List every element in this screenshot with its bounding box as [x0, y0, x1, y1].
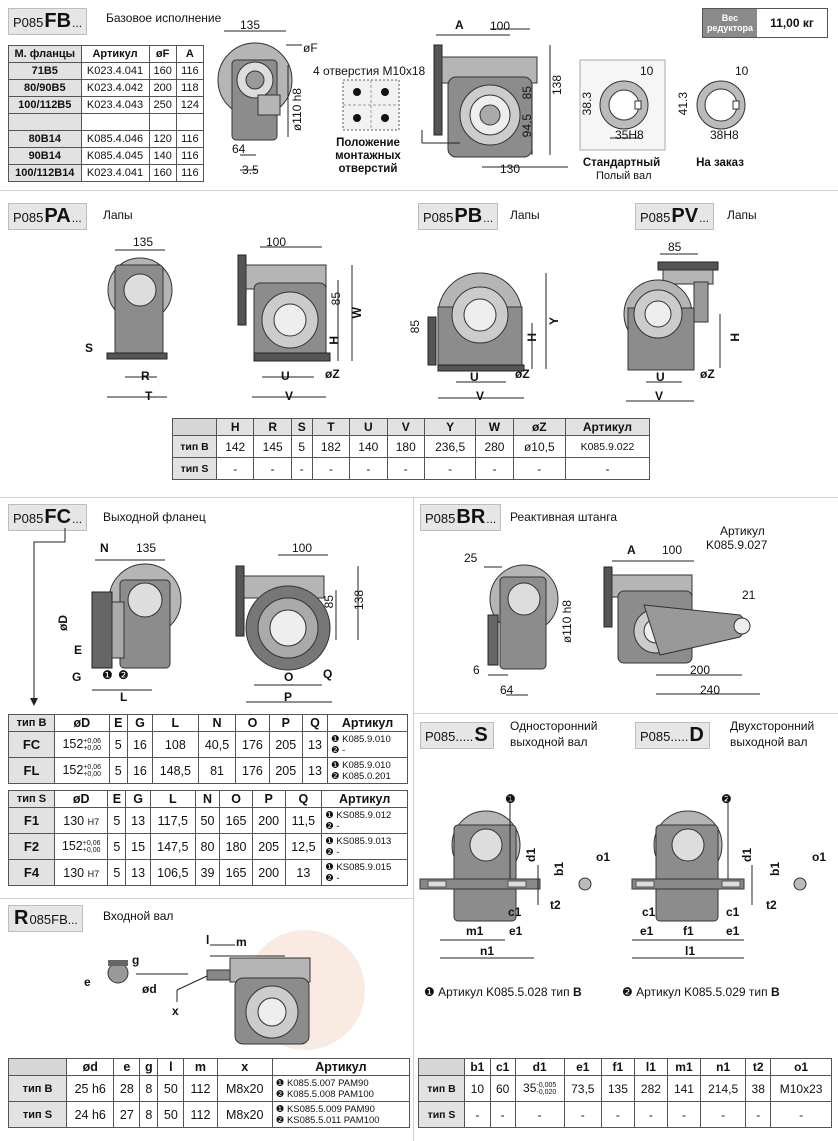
d-dim-o1: o1	[812, 850, 827, 864]
std-sublabel: Полый вал	[596, 170, 652, 182]
r-dim-l: l	[206, 933, 210, 947]
separator-2	[0, 497, 838, 498]
fb-dim-F: øF	[303, 41, 318, 55]
br-front-drawing	[600, 555, 770, 705]
pv-dim-U: U	[656, 370, 665, 384]
fc-dim-N: N	[100, 541, 109, 555]
s-dim-c1: c1	[508, 905, 522, 919]
fc-dim-85: 85	[322, 595, 336, 609]
fc-dim-135: 135	[136, 541, 157, 555]
br-dim-25: 25	[464, 551, 478, 565]
fc-table-s: тип S øD E G L N O P Q Артикул F1 130 H7 5 13 117,5 50 165 200 11,5 ❶ KS085.9.012 ❷ - F2 152+0,06 +0,00 5 15 147,5 80 180 205 12,5 ❶ KS085.9.013 ❷ - F4 130 H7 5 13 106,5 39 165 200 13 ❶ KS085.9.015 ❷ -	[8, 790, 408, 886]
br-side-drawing	[470, 555, 570, 705]
fc-dim-O: O	[284, 670, 294, 684]
fb-dim-35: 3.5	[242, 163, 259, 177]
pa-side-drawing	[85, 235, 215, 410]
d-dim-b1: b1	[768, 862, 782, 877]
fb-dim-A: A	[455, 18, 464, 32]
br-dim-240: 240	[700, 683, 721, 697]
fc-dim-D: øD	[56, 615, 70, 631]
separator-v1	[413, 497, 414, 713]
mount-label: Положение монтажных отверстий	[335, 137, 401, 175]
s-title: Односторонний выходной вал	[510, 719, 598, 749]
fb-code: P085 FB ...	[8, 8, 87, 35]
pb-dim-V: V	[476, 389, 485, 403]
fb-dim-85: 85	[520, 86, 534, 100]
mount-holes-drawing	[343, 80, 408, 135]
pa-code: P085 PA ...	[8, 203, 87, 230]
d-dim-l1: l1	[685, 944, 696, 958]
d-code: P085..... D	[635, 722, 710, 749]
d-dim-d1: d1	[740, 848, 754, 863]
pv-code: P085 PV ...	[635, 203, 714, 230]
flange-table: М. фланцы Артикул øF A 71B5 K023.4.041 160 116 80/90B5 K023.4.042 200 118 100/112B5 K023.4.043 250 124 80B14 K085.4.046 120 116 90B14 K085.4.045 140 116 100/112B14 K023.4.041 160 116	[8, 45, 204, 182]
fb-dim-135: 135	[240, 18, 261, 32]
fc-bullet-2: ❷	[118, 668, 129, 682]
pa-dim-R: R	[141, 369, 150, 383]
s-dim-m1: m1	[466, 924, 484, 938]
s-dim-b1: b1	[552, 862, 566, 877]
fc-dim-Q: Q	[323, 667, 333, 681]
fc-dim-P: P	[284, 690, 293, 704]
shaft-table: b1 c1 d1 e1 f1 l1 m1 n1 t2 o1 тип B 10 60 35-0,005 -0,020 73,5 135 282 141 214,5 38 M10x23 тип S - - - - - - - - - -	[418, 1058, 832, 1128]
pa-dim-Z: øZ	[325, 367, 340, 381]
br-art-label: Артикул	[720, 524, 765, 538]
fc-bullet-1: ❶	[102, 668, 113, 682]
pb-dim-Z: øZ	[515, 367, 530, 381]
feet-table: H R S T U V Y W øZ Артикул тип B 142 145 5 182 140 180 236,5 280 ø10,5 K085.9.022 тип S - - - - - - - - - -	[172, 418, 650, 480]
fb-dim-64: 64	[232, 142, 246, 156]
pv-title: Лапы	[727, 208, 757, 222]
pa-dim-H: H	[327, 336, 341, 345]
fb-dim-100: 100	[490, 19, 511, 33]
r-dim-m: m	[236, 935, 247, 949]
std-dim-383: 38.3	[580, 92, 594, 116]
br-title: Реактивная штанга	[510, 510, 617, 524]
s-code: P085..... S	[420, 722, 494, 749]
s-dim-d1: d1	[524, 848, 538, 863]
opt-label: На заказ	[696, 157, 744, 169]
pb-dim-85: 85	[408, 320, 422, 334]
fb-dim-138: 138	[550, 75, 564, 96]
r-table: ød e g l m x Артикул тип B 25 h6 28 8 50 112 M8x20 ❶ K085.5.007 PAM90 ❷ K085.5.008 PAM100 тип S 24 h6 27 8 50 112 M8x20 ❶ KS085.5.009 PAM90 ❷ KS085.5.011 PAM100	[8, 1058, 410, 1128]
pa-dim-V: V	[285, 389, 294, 403]
d-title: Двухсторонний выходной вал	[730, 719, 815, 749]
pb-drawing	[420, 265, 570, 410]
s-bullet: ❶	[505, 792, 516, 806]
pb-title: Лапы	[510, 208, 540, 222]
r-dim-e: e	[84, 975, 91, 989]
br-art-code: K085.9.027	[706, 538, 768, 552]
r-dim-d: ød	[142, 982, 157, 996]
std-dim-10: 10	[640, 64, 654, 78]
fb-title: Базовое исполнение	[106, 11, 222, 25]
d-dim-e1-left: e1	[640, 924, 654, 938]
s-shaft-drawing	[420, 795, 620, 965]
pb-dim-Y: Y	[547, 317, 561, 326]
fb-dim-110: ø110 h8	[290, 88, 304, 132]
pv-dim-Z: øZ	[700, 367, 715, 381]
pv-dim-V: V	[655, 389, 664, 403]
separator-1	[0, 190, 838, 191]
fc-table-b: тип B øD E G L N O P Q Артикул FC 152+0,06 +0,00 5 16 108 40,5 176 205 13 ❶ K085.9.010 ❷ - FL 152+0,06 +0,00 5 16 148,5 81 176 205 13 ❶ K085.9.010 ❷ K085.0.201	[8, 714, 408, 784]
opt-dim-413: 41.3	[676, 92, 690, 116]
fc-dim-E: E	[74, 643, 83, 657]
r-dim-x: x	[172, 1004, 179, 1018]
fc-code: P085 FC ...	[8, 504, 87, 531]
br-dim-110: ø110 h8	[560, 600, 574, 644]
separator-3	[413, 713, 838, 714]
fc-dim-138: 138	[352, 590, 366, 611]
fc-front-drawing	[228, 550, 388, 710]
fb-dim-945: 94.5	[520, 114, 534, 138]
pb-dim-H: H	[525, 333, 539, 342]
pv-dim-85: 85	[668, 240, 682, 254]
pa-dim-W: W	[350, 307, 364, 319]
br-code: P085 BR ...	[420, 504, 501, 531]
s-dim-e1: e1	[509, 924, 523, 938]
br-dim-21: 21	[742, 588, 756, 602]
br-dim-64: 64	[500, 683, 514, 697]
pa-dim-85: 85	[329, 292, 343, 306]
s-dim-t2: t2	[550, 898, 561, 912]
br-dim-100: 100	[662, 543, 683, 557]
pa-front-drawing	[232, 235, 382, 410]
d-dim-f1: f1	[683, 924, 694, 938]
r-code: R 085FB ...	[8, 905, 83, 932]
d-bullet: ❷	[721, 792, 732, 806]
r-title: Входной вал	[103, 909, 174, 923]
r-gearbox-drawing	[175, 940, 405, 1055]
holes-label: 4 отверстия M10x18	[313, 64, 426, 78]
pa-dim-T: T	[145, 389, 153, 403]
fb-dim-130: 130	[500, 162, 521, 176]
pa-dim-135: 135	[133, 235, 154, 249]
fc-dim-L: L	[120, 690, 128, 704]
pa-dim-S: S	[85, 341, 94, 355]
fc-side-drawing	[70, 550, 190, 700]
separator-v2	[413, 713, 414, 1141]
d-dim-e1-right: e1	[726, 924, 740, 938]
std-label: Стандартный	[582, 157, 661, 169]
weight-box: Вес редуктора 11,00 кг	[702, 8, 828, 38]
d-shaft-drawing	[632, 795, 832, 965]
pa-dim-100: 100	[266, 235, 287, 249]
fc-dim-G: G	[72, 670, 82, 684]
d-dim-t2: t2	[766, 898, 777, 912]
pv-dim-H: H	[728, 333, 742, 342]
d-dim-c1-right: c1	[726, 905, 740, 919]
shaft-note-1: ❶ Артикул K085.5.028 тип B	[424, 985, 582, 999]
fc-dim-100: 100	[292, 541, 313, 555]
br-dim-200: 200	[690, 663, 711, 677]
opt-dim-10: 10	[735, 64, 749, 78]
opt-dim-38h8: 38H8	[710, 128, 739, 142]
shaft-note-2: ❷ Артикул K085.5.029 тип B	[622, 985, 780, 999]
pv-drawing	[618, 242, 748, 412]
fc-title: Выходной фланец	[103, 510, 206, 524]
pb-code: P085 PB ...	[418, 203, 498, 230]
std-dim-35h8: 35H8	[615, 128, 644, 142]
pb-dim-U: U	[470, 370, 479, 384]
d-dim-c1-left: c1	[642, 905, 656, 919]
br-dim-A: A	[627, 543, 636, 557]
pa-title: Лапы	[103, 208, 133, 222]
separator-4	[0, 898, 413, 899]
s-dim-o1: o1	[596, 850, 611, 864]
r-dim-g: g	[132, 953, 140, 967]
s-dim-n1: n1	[480, 944, 495, 958]
r-shaft-end-drawing	[80, 940, 190, 1000]
pa-dim-U: U	[281, 369, 290, 383]
br-dim-6: 6	[473, 663, 480, 677]
